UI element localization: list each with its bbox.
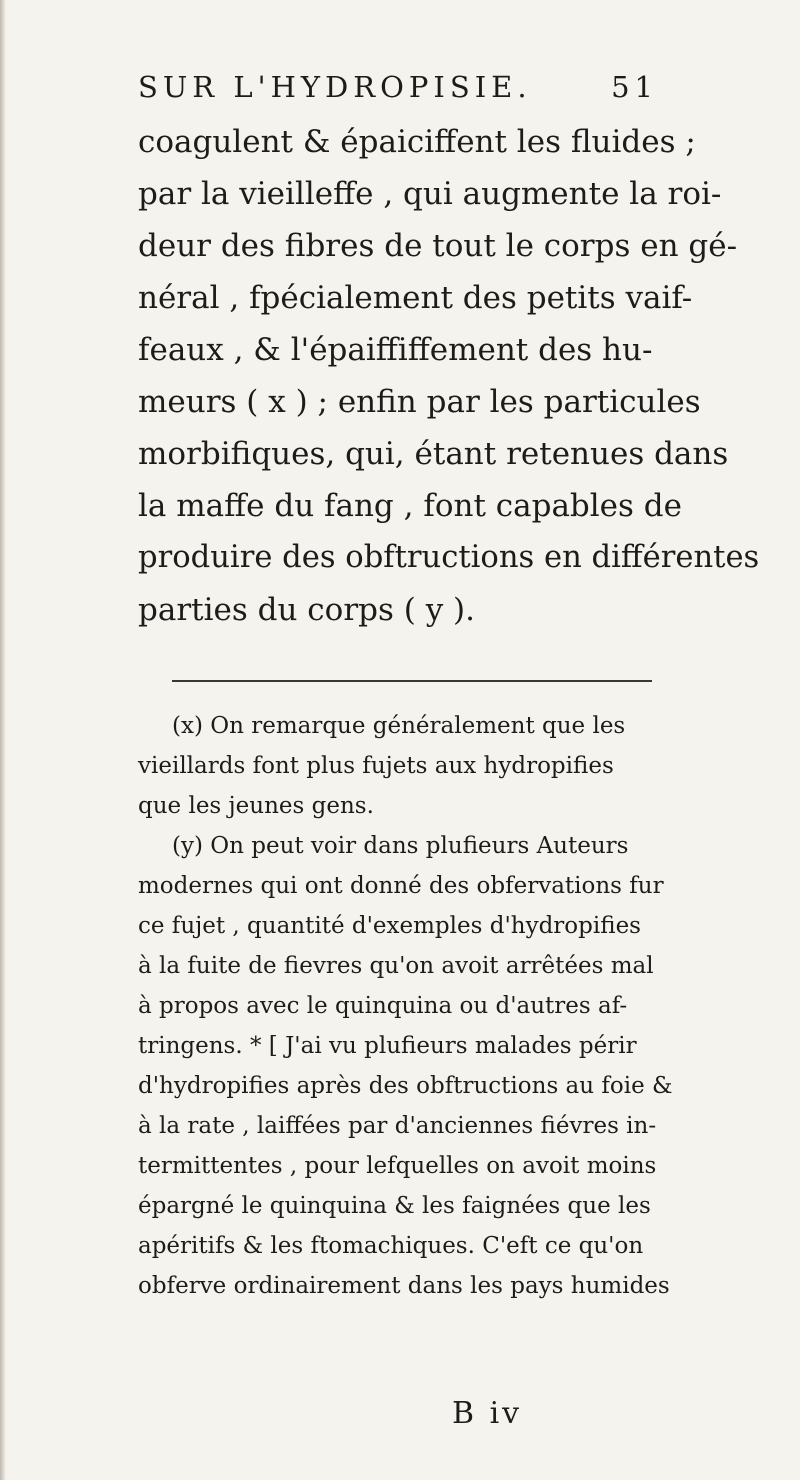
footnote-line: vieillards font plus fujets aux hydropifies xyxy=(138,753,614,779)
footnote-line: apéritifs & les ftomachiques. C'eft ce qu'on xyxy=(138,1233,644,1259)
footnote-line: que les jeunes gens. xyxy=(138,793,374,819)
footnote-line: tringens. * [ J'ai vu plufieurs malades périr xyxy=(138,1033,637,1059)
footnote-line: épargné le quinquina & les faignées que les xyxy=(138,1193,651,1219)
footnote-line: modernes qui ont donné des obfervations fur xyxy=(138,873,664,899)
footnote-line: obferve ordinairement dans les pays humides xyxy=(138,1273,670,1299)
running-title: SUR L'HYDROPISIE. xyxy=(138,70,532,104)
footnote-separator xyxy=(172,680,652,682)
footnote-line: à la rate , laiffées par d'anciennes fiévres in- xyxy=(138,1113,657,1139)
page-number: 51 xyxy=(611,70,658,104)
running-header xyxy=(138,70,658,110)
signature-mark: B iv xyxy=(452,1396,523,1431)
footnote-line: d'hydropifies après des obftructions au foie & xyxy=(138,1073,673,1099)
body-line: par la vieilleffe , qui augmente la roi- xyxy=(138,176,722,212)
body-line: parties du corps ( y ). xyxy=(138,592,476,628)
footnote-line: à propos avec le quinquina ou d'autres af- xyxy=(138,993,628,1019)
body-line: morbifiques, qui, étant retenues dans xyxy=(138,436,729,472)
body-line: la maffe du fang , font capables de xyxy=(138,488,682,524)
body-line: deur des fibres de tout le corps en gé- xyxy=(138,228,738,264)
body-line: produire des obftructions en différentes xyxy=(138,540,760,575)
body-line: coagulent & épaiciffent les fluides ; xyxy=(138,124,696,160)
body-line: feaux , & l'épaiffiffement des hu- xyxy=(138,332,653,368)
page-edge xyxy=(0,0,6,1480)
footnote-line: à la fuite de fievres qu'on avoit arrêtées mal xyxy=(138,953,654,979)
body-line: néral , fpécialement des petits vaif- xyxy=(138,280,693,316)
footnote-line: termittentes , pour lefquelles on avoit moins xyxy=(138,1153,657,1179)
footnote-line: ce fujet , quantité d'exemples d'hydropifies xyxy=(138,913,641,939)
body-line: meurs ( x ) ; enfin par les particules xyxy=(138,384,701,420)
footnote-line: (y) On peut voir dans plufieurs Auteurs xyxy=(172,833,629,859)
footnote-line: (x) On remarque généralement que les xyxy=(172,713,626,739)
